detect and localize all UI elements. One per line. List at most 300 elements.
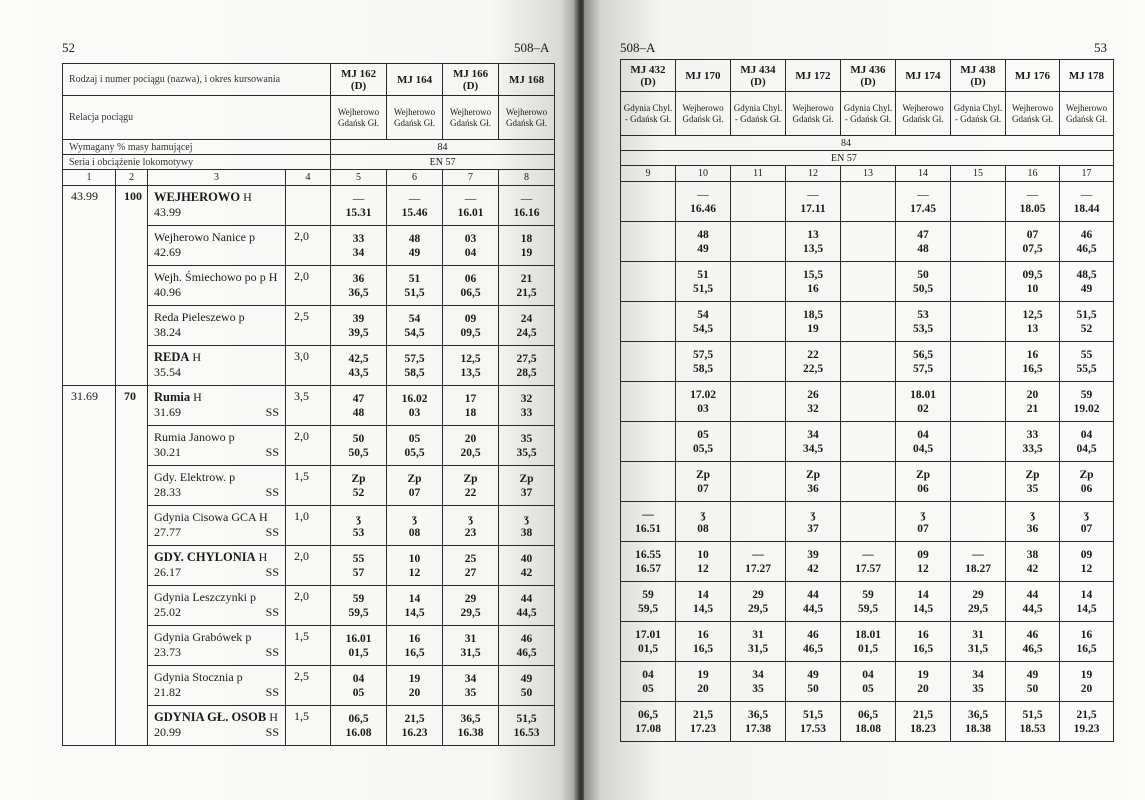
time-cell [1006,342,1060,382]
time-cell [841,342,896,382]
time-departure: 07 [697,482,709,495]
station-name-text: Gdy. Elektrow. [154,470,227,484]
station-km: 43.99 [154,205,181,219]
time-cell [499,226,555,266]
timetable-row [621,622,1114,662]
time-cell [331,226,387,266]
time-departure: 35 [752,682,764,695]
time-departure: 01,5 [348,646,369,659]
time-departure: 16,5 [1076,642,1097,655]
station-km: 25.02 [154,605,181,619]
time-departure: 49 [1080,282,1093,295]
time-cell [951,262,1006,302]
time-arrival: 46 [520,632,533,645]
time-departure: 16,5 [1022,362,1043,375]
station-name-text: Gdynia Stocznia [154,670,234,684]
time-cell [676,662,731,702]
station-name-text: Rumia [154,390,191,404]
station-distance: 3,5 [286,386,331,426]
time-cell [841,702,896,742]
time-departure: 20 [697,682,709,695]
time-cell [331,506,387,546]
time-departure: 08 [408,526,421,539]
station-name [154,270,279,285]
time-cell [786,622,841,662]
time-cell [676,222,731,262]
time-cell [1060,662,1114,702]
time-departure: 13 [1026,322,1039,335]
time-departure: 31,5 [460,646,481,659]
time-departure: 22,5 [802,362,824,375]
station-km: 28.33 [154,485,181,499]
time-cell [621,582,676,622]
time-departure: 17.11 [800,202,826,215]
time-cell [1060,582,1114,622]
time-arrival: Zp [519,472,534,485]
time-cell [896,422,951,462]
time-cell [1060,302,1114,342]
time-arrival: 39 [352,312,365,325]
time-arrival: 04 [1080,428,1093,441]
time-arrival: 14 [697,588,709,601]
time-cell [443,706,499,746]
station-name-text: GDYNIA GŁ. OSOB [154,710,267,724]
timetable-row [621,662,1114,702]
train-relation: Wejherowo Gdańsk Gł. [499,96,555,140]
time-cell [1006,462,1060,502]
time-departure: 01,5 [637,642,659,655]
time-departure: 35,5 [516,446,537,459]
timetable-row [621,262,1114,302]
time-cell [841,622,896,662]
time-cell [1006,582,1060,622]
time-arrival: 18.01 [910,388,936,401]
time-cell [443,426,499,466]
train-label: Rodzaj i numer pociągu (nazwa), i okres kursowania [63,64,331,96]
time-departure: 29,5 [460,606,481,619]
time-arrival: 15,5 [802,268,824,281]
timetable-row [621,222,1114,262]
time-departure: 15.46 [401,206,428,219]
right-brake-value: 84 [621,136,1114,151]
time-arrival: 51 [697,268,709,281]
timetable-row [621,582,1114,622]
time-arrival: 13 [807,228,819,241]
time-departure: 53 [352,526,365,539]
time-cell [676,302,731,342]
time-arrival: Zp [695,468,711,481]
train-relation: Wejherowo Gdańsk Gł. [676,92,731,136]
time-arrival: 24 [520,312,533,325]
station-name-text: Gdynia Cisowa GCA [154,510,256,524]
time-arrival: ʒ [810,508,816,521]
time-arrival: 56,5 [912,348,934,361]
time-arrival: 36,5 [460,712,481,725]
col-number: 7 [443,170,499,186]
time-arrival: 33 [352,232,365,245]
time-cell [1060,702,1114,742]
time-cell [896,702,951,742]
col-number: 6 [387,170,443,186]
timetable-row [621,382,1114,422]
station-type: H [269,710,278,724]
time-cell [731,462,786,502]
time-departure: 19.23 [1073,722,1100,735]
time-cell [896,342,951,382]
time-departure: 18.23 [910,722,936,735]
time-departure: 57 [352,566,365,579]
time-arrival: 34 [464,672,477,685]
time-arrival: 16 [697,628,709,641]
time-departure: 18.27 [965,562,991,575]
station-cell [148,586,286,626]
time-cell [841,182,896,222]
time-cell [331,386,387,426]
time-arrival: 48 [408,232,421,245]
time-cell [841,382,896,422]
time-cell [331,346,387,386]
time-cell [387,306,443,346]
station-type: p [249,230,255,244]
time-arrival: ʒ [523,512,530,525]
train-relation: Wejherowo Gdańsk Gł. [1006,92,1060,136]
time-cell [951,542,1006,582]
station-km: 26.17 [154,565,181,579]
time-departure: 46,5 [1076,242,1097,255]
right-table-code: 508–A [620,40,656,55]
time-departure: 18.53 [1019,722,1046,735]
station-km-line [154,485,279,500]
train-number: MJ 168 [499,64,555,96]
time-arrival: 16 [1080,628,1093,641]
right-page [584,0,1145,800]
time-cell [951,662,1006,702]
time-arrival: — [807,188,819,201]
time-cell [786,702,841,742]
time-cell [1060,262,1114,302]
station-ss: SS [265,605,279,619]
station-cell [148,266,286,306]
time-departure: 04,5 [912,442,934,455]
time-arrival: 19 [408,672,421,685]
time-departure: 17.45 [910,202,936,215]
station-name-text: Reda Pieleszewo [154,310,236,324]
time-departure: 18.38 [965,722,991,735]
train-relation: Wejherowo Gdańsk Gł. [786,92,841,136]
time-departure: 19 [520,246,533,259]
time-departure: 27 [464,566,477,579]
time-departure: 16 [807,282,819,295]
station-distance: 1,5 [286,626,331,666]
time-arrival: 06,5 [857,708,879,721]
time-cell [951,502,1006,542]
station-cell [148,506,286,546]
time-cell [731,542,786,582]
time-cell [331,466,387,506]
station-ss: SS [265,405,279,419]
time-cell [786,502,841,542]
time-arrival: 26 [807,388,819,401]
time-arrival: 04 [352,672,365,685]
time-cell [1060,342,1114,382]
station-ss: SS [265,525,279,539]
station-distance: 3,0 [286,346,331,386]
time-departure: 48 [352,406,365,419]
time-departure: 50 [1026,682,1039,695]
time-arrival: 53 [917,308,929,321]
station-km: 40.96 [154,285,181,299]
time-arrival: — [352,192,365,205]
time-arrival: ʒ [411,512,418,525]
station-ss: SS [265,725,279,739]
time-arrival: 10 [697,548,709,561]
time-cell [786,182,841,222]
station-name-text: Gdynia Grabówek [154,630,243,644]
time-arrival: Zp [915,468,931,481]
time-cell [1006,302,1060,342]
time-arrival: 09 [464,312,477,325]
station-ss: SS [265,445,279,459]
time-arrival: 21 [520,272,533,285]
time-arrival: 57,5 [404,352,425,365]
time-cell [896,462,951,502]
time-arrival: — [697,188,709,201]
time-arrival: 21,5 [692,708,714,721]
col-number: 15 [951,166,1006,182]
time-arrival: Zp [351,472,366,485]
time-departure: 44,5 [1022,602,1043,615]
time-arrival: 49 [520,672,533,685]
time-cell [443,466,499,506]
loco-label: Seria i obciążenie lokomotywy [63,155,331,170]
time-cell [676,542,731,582]
time-arrival: 48 [697,228,709,241]
time-cell [731,222,786,262]
time-cell [1060,542,1114,582]
station-distance: 2,5 [286,306,331,346]
station-name [154,310,279,325]
train-number: MJ 170 [676,60,731,92]
time-cell [387,546,443,586]
time-cell [499,546,555,586]
time-cell [731,502,786,542]
time-arrival: ʒ [1029,508,1036,521]
time-departure: 06,5 [460,286,481,299]
time-departure: 05,5 [692,442,714,455]
time-arrival: 06,5 [637,708,659,721]
time-cell [621,222,676,262]
station-km-line [154,365,279,380]
col-number: 4 [286,170,331,186]
time-cell [676,582,731,622]
time-arrival: 17.01 [635,628,661,641]
time-arrival: 22 [807,348,819,361]
time-cell [499,506,555,546]
col-number: 16 [1006,166,1060,182]
col-number: 8 [499,170,555,186]
time-arrival: ʒ [700,508,706,521]
time-cell [1006,422,1060,462]
time-cell [443,586,499,626]
time-arrival: — [1026,188,1039,201]
time-arrival: 17 [464,392,477,405]
time-arrival: — [642,508,654,521]
km-group-value: 43.99 [63,186,116,386]
time-arrival: 36,5 [747,708,769,721]
time-arrival: 16.02 [401,392,428,405]
station-km-line [154,405,279,420]
time-cell [841,462,896,502]
station-cell [148,186,286,226]
station-type: p [228,430,235,444]
time-cell [731,382,786,422]
time-arrival: ʒ [355,512,362,525]
station-km-line [154,445,279,460]
time-arrival: 12,5 [460,352,481,365]
time-cell [951,342,1006,382]
time-cell [621,382,676,422]
time-departure: 16.23 [401,726,428,739]
col-number: 13 [841,166,896,182]
time-cell [443,666,499,706]
station-distance: 1,5 [286,466,331,506]
time-departure: 43,5 [348,366,369,379]
time-arrival: 12,5 [1022,308,1043,321]
time-departure: 16,5 [692,642,714,655]
station-cell [148,346,286,386]
time-arrival: 16.01 [345,632,372,645]
time-arrival: 06 [464,272,477,285]
train-number: MJ 162 (D) [331,64,387,96]
time-departure: 18 [464,406,477,419]
time-arrival: Zp [805,468,821,481]
time-arrival: 09 [1080,548,1093,561]
time-arrival: 19 [697,668,709,681]
timetable-row [621,502,1114,542]
time-departure: 42 [807,562,819,575]
time-departure: 18.08 [855,722,881,735]
time-cell [841,582,896,622]
brake-value: 84 [331,140,555,155]
time-departure: 01,5 [857,642,879,655]
time-cell [1060,222,1114,262]
time-cell [443,306,499,346]
time-cell [387,586,443,626]
time-arrival: 44 [1026,588,1039,601]
time-arrival: 33 [1026,428,1039,441]
station-cell [148,426,286,466]
station-name-text: Wejherowo Nanice [154,230,246,244]
time-departure: 46,5 [516,646,537,659]
col-number: 11 [731,166,786,182]
time-cell [1006,182,1060,222]
time-cell [499,586,555,626]
time-arrival: 10 [408,552,421,565]
station-cell [148,546,286,586]
time-cell [387,426,443,466]
col-number: 5 [331,170,387,186]
time-arrival: 29 [752,588,764,601]
time-arrival: 18.01 [855,628,881,641]
time-cell [841,542,896,582]
right-page-number: 53 [1094,40,1107,55]
time-departure: 08 [697,522,709,535]
time-departure: 23 [464,526,477,539]
time-cell [896,222,951,262]
time-departure: 35 [972,682,984,695]
km-group-value: 31.69 [63,386,116,746]
time-arrival: 34 [807,428,819,441]
time-departure: 17.57 [855,562,881,575]
station-type: H [192,350,202,364]
time-cell [1006,502,1060,542]
col-number: 14 [896,166,951,182]
time-arrival: — [752,548,764,561]
time-departure: 18.05 [1019,202,1046,215]
time-departure: 48 [917,242,929,255]
station-name [154,230,279,245]
time-departure: 14,5 [912,602,934,615]
time-departure: 49 [697,242,709,255]
time-departure: 32 [807,402,819,415]
station-km: 27.77 [154,525,181,539]
time-cell [841,302,896,342]
time-cell [621,622,676,662]
time-arrival: 06,5 [348,712,369,725]
time-arrival: — [917,188,929,201]
time-departure: 07 [408,486,421,499]
right-loco-value: EN 57 [621,151,1114,166]
time-cell [387,706,443,746]
time-cell [786,302,841,342]
time-arrival: 48,5 [1076,268,1097,281]
time-departure: 46,5 [1022,642,1043,655]
time-departure: 44,5 [516,606,537,619]
time-arrival: 34 [752,668,764,681]
train-number: MJ 432 (D) [621,60,676,92]
station-ss: SS [265,645,279,659]
train-relation: Gdynia Chyl. - Gdańsk Gł. [621,92,676,136]
time-departure: 17.08 [635,722,661,735]
station-name [154,470,279,485]
time-departure: 16.51 [635,522,661,535]
time-departure: 09,5 [460,326,481,339]
station-name [154,590,279,605]
time-departure: 37 [520,486,533,499]
time-cell [731,582,786,622]
time-departure: 07 [917,522,929,535]
time-arrival: 19 [917,668,929,681]
time-cell [331,706,387,746]
time-arrival: 14 [408,592,421,605]
time-cell [786,462,841,502]
time-cell [1006,382,1060,422]
time-departure: 04,5 [1076,442,1097,455]
time-cell [896,182,951,222]
station-name-text: WEJHEROWO [154,190,241,204]
time-departure: 22 [464,486,477,499]
time-cell [387,226,443,266]
time-cell [1006,702,1060,742]
time-cell [1060,422,1114,462]
time-arrival: 54 [408,312,421,325]
time-cell [331,306,387,346]
time-arrival: 54 [697,308,709,321]
time-arrival: 04 [862,668,874,681]
station-distance: 1,0 [286,506,331,546]
train-number: MJ 176 [1006,60,1060,92]
station-type: H [258,550,268,564]
